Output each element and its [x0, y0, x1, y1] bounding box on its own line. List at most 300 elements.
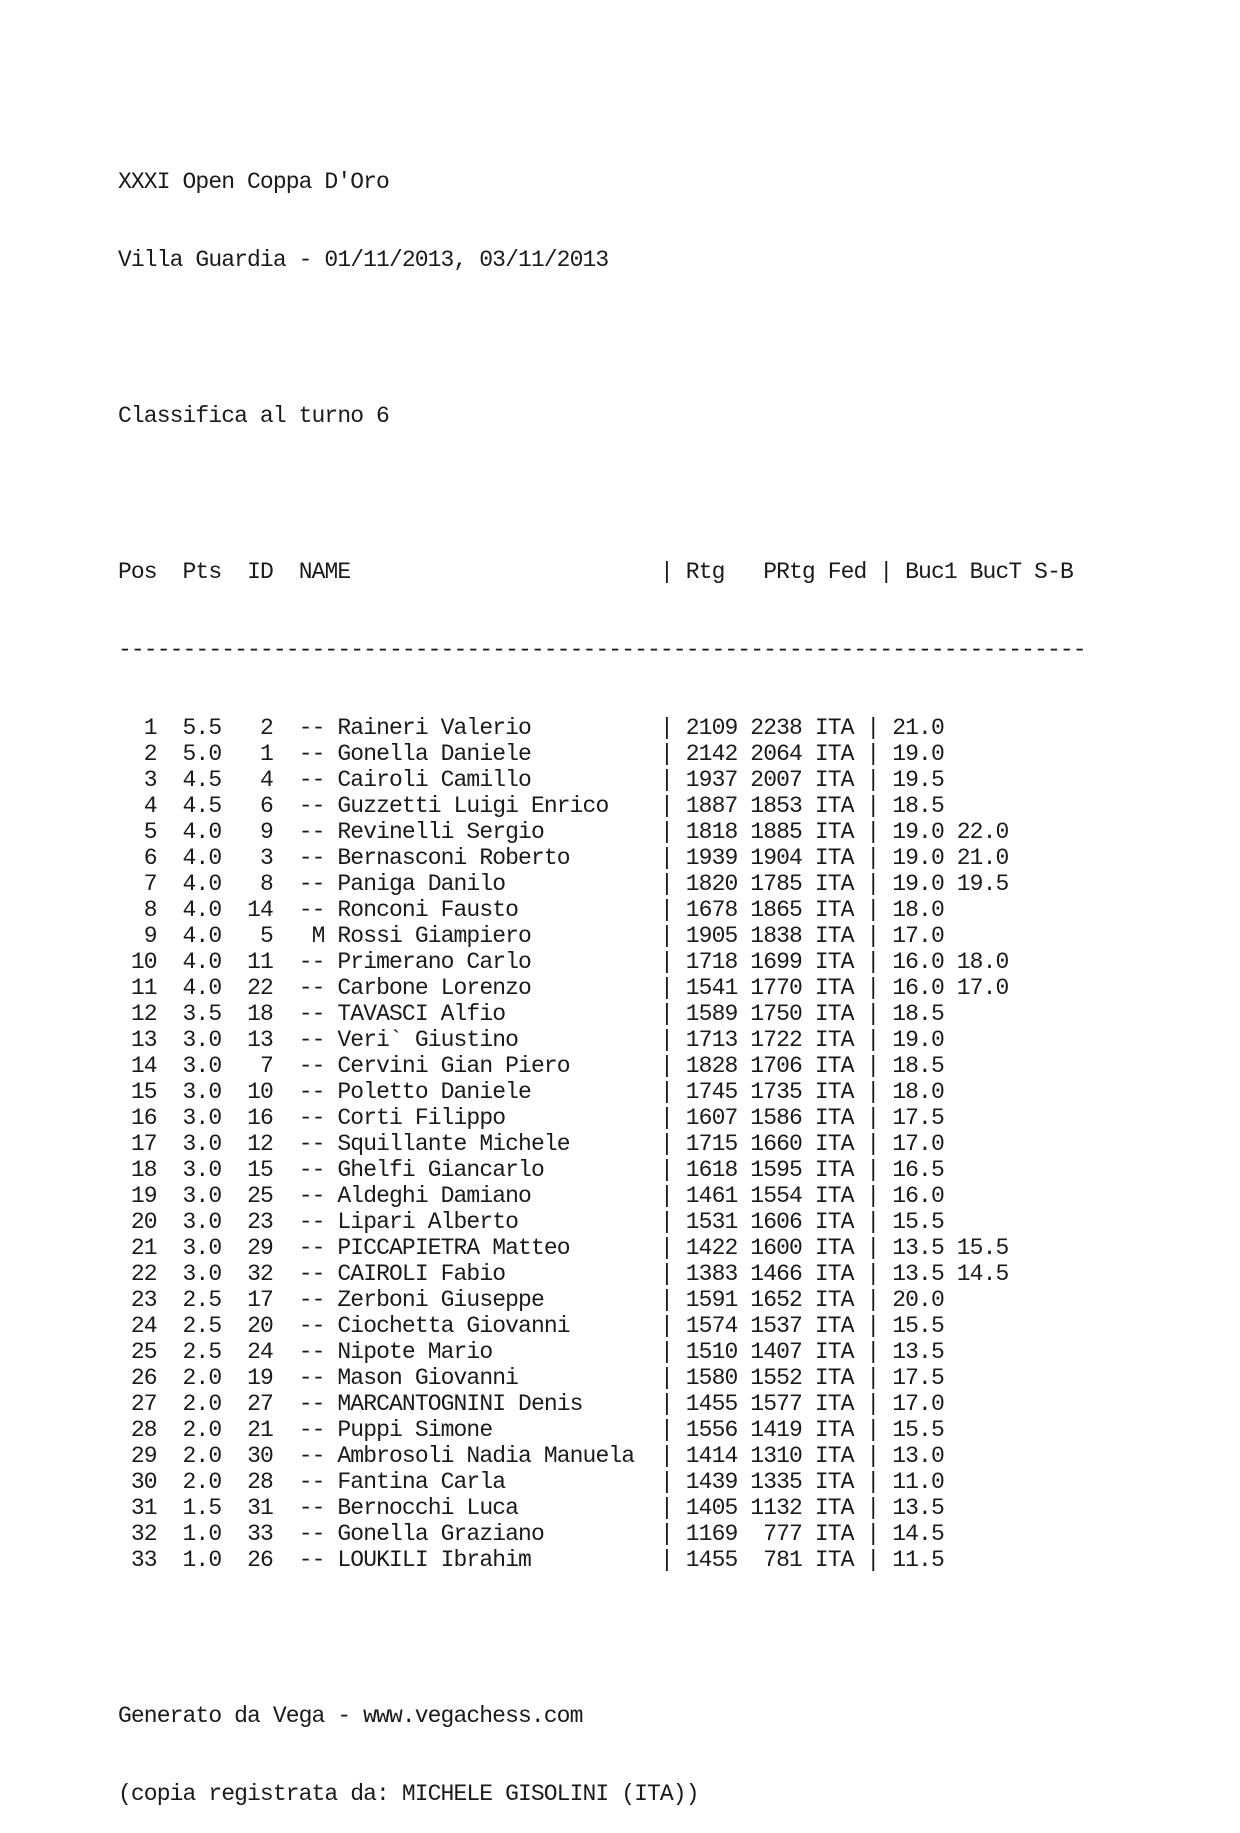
row-buc1: 16.0	[892, 949, 944, 975]
row-rtg: 1556	[685, 1417, 738, 1443]
column-gap	[325, 767, 338, 793]
column-gap	[273, 767, 299, 793]
row-title: --	[298, 1131, 325, 1157]
column-gap	[273, 1079, 299, 1105]
row-rtg: 1939	[685, 845, 738, 871]
column-gap	[221, 1365, 247, 1391]
row-id: 5	[247, 923, 273, 949]
table-row	[118, 819, 1086, 845]
table-row	[118, 767, 1086, 793]
column-gap	[737, 949, 750, 975]
row-fed: ITA	[814, 1469, 854, 1495]
row-buc1: 17.0	[892, 1391, 944, 1417]
column-gap	[157, 1287, 183, 1313]
row-prtg: 1660	[750, 1131, 802, 1157]
row-name: Corti Filippo	[337, 1105, 660, 1131]
column-gap	[157, 975, 183, 1001]
row-name: LOUKILI Ibrahim	[337, 1547, 660, 1573]
row-fed: ITA	[814, 1339, 854, 1365]
row-pts: 3.0	[182, 1157, 222, 1183]
table-row	[118, 897, 1086, 923]
row-buct: 21.0	[956, 845, 1009, 871]
column-gap	[325, 1209, 338, 1235]
row-buc1: 11.5	[892, 1547, 944, 1573]
row-fed: ITA	[814, 1131, 854, 1157]
row-pos: 33	[118, 1547, 157, 1573]
col-header-name: NAME	[298, 559, 660, 585]
row-title: --	[298, 1105, 325, 1131]
column-gap: |	[659, 871, 686, 897]
column-gap	[221, 1469, 247, 1495]
row-prtg: 1770	[750, 975, 802, 1001]
column-gap	[157, 1027, 183, 1053]
row-pts: 2.0	[182, 1443, 222, 1469]
row-title: --	[298, 767, 325, 793]
row-pos: 18	[118, 1157, 157, 1183]
table-row	[118, 1339, 1086, 1365]
row-prtg: 1904	[750, 845, 802, 871]
standings-document	[118, 117, 1086, 1833]
column-gap	[221, 949, 247, 975]
column-gap	[802, 1521, 815, 1547]
row-rtg: 1713	[685, 1027, 738, 1053]
column-gap: |	[659, 1183, 686, 1209]
row-pos: 21	[118, 1235, 157, 1261]
row-name: TAVASCI Alfio	[337, 1001, 660, 1027]
row-prtg: 1577	[750, 1391, 802, 1417]
column-gap: |	[659, 1339, 686, 1365]
column-gap	[273, 1131, 299, 1157]
row-rtg: 1455	[685, 1391, 738, 1417]
row-title: --	[298, 793, 325, 819]
row-rtg: 1439	[685, 1469, 738, 1495]
row-id: 32	[247, 1261, 273, 1287]
column-gap	[737, 1521, 750, 1547]
column-gap	[221, 767, 247, 793]
col-header-id: ID	[247, 559, 273, 585]
column-gap	[325, 871, 338, 897]
column-gap	[944, 975, 957, 1001]
row-pts: 3.5	[182, 1001, 222, 1027]
column-gap: |	[853, 1495, 893, 1521]
row-pos: 8	[118, 897, 157, 923]
row-prtg: 1735	[750, 1079, 802, 1105]
column-gap	[221, 1547, 247, 1573]
column-gap	[221, 1339, 247, 1365]
column-gap: |	[659, 1287, 686, 1313]
row-pos: 14	[118, 1053, 157, 1079]
row-fed: ITA	[814, 1209, 854, 1235]
row-buc1: 16.5	[892, 1157, 944, 1183]
column-gap	[325, 1287, 338, 1313]
row-pts: 2.5	[182, 1287, 222, 1313]
column-gap: |	[659, 1105, 686, 1131]
column-gap: |	[853, 897, 893, 923]
column-gap	[737, 1261, 750, 1287]
column-gap	[273, 1469, 299, 1495]
column-gap	[802, 1391, 815, 1417]
table-row	[118, 1521, 1086, 1547]
row-pts: 3.0	[182, 1235, 222, 1261]
column-gap: |	[853, 793, 893, 819]
column-gap: |	[853, 741, 893, 767]
row-fed: ITA	[814, 897, 854, 923]
column-gap: |	[853, 1027, 893, 1053]
column-gap: |	[853, 923, 893, 949]
column-gap: |	[853, 845, 893, 871]
column-gap: |	[659, 845, 686, 871]
row-fed: ITA	[814, 793, 854, 819]
table-row	[118, 845, 1086, 871]
column-gap: |	[853, 949, 893, 975]
column-gap	[325, 845, 338, 871]
column-gap	[273, 1547, 299, 1573]
column-gap: |	[853, 1339, 893, 1365]
column-gap	[802, 1027, 815, 1053]
row-prtg: 1652	[750, 1287, 802, 1313]
column-gap	[157, 559, 183, 585]
row-pos: 11	[118, 975, 157, 1001]
table-row	[118, 1183, 1086, 1209]
row-title: --	[298, 1079, 325, 1105]
row-name: Aldeghi Damiano	[337, 1183, 660, 1209]
column-gap	[221, 1131, 247, 1157]
column-gap	[273, 1235, 299, 1261]
row-buc1: 16.0	[892, 975, 944, 1001]
row-prtg: 1853	[750, 793, 802, 819]
column-gap	[737, 1365, 750, 1391]
row-rtg: 1541	[685, 975, 738, 1001]
row-title: --	[298, 1183, 325, 1209]
row-pos: 23	[118, 1287, 157, 1313]
row-pts: 4.5	[182, 767, 222, 793]
column-gap	[157, 1365, 183, 1391]
row-name: Raineri Valerio	[337, 715, 660, 741]
column-gap: |	[659, 1547, 686, 1573]
col-header-pts: Pts	[182, 559, 222, 585]
row-id: 12	[247, 1131, 273, 1157]
table-row	[118, 1417, 1086, 1443]
column-gap	[802, 767, 815, 793]
column-gap	[325, 1313, 338, 1339]
column-gap	[221, 923, 247, 949]
column-gap	[737, 1027, 750, 1053]
row-rtg: 1574	[685, 1313, 738, 1339]
column-gap: |	[853, 1053, 893, 1079]
column-gap	[944, 845, 957, 871]
column-gap: |	[659, 741, 686, 767]
row-title: --	[298, 1209, 325, 1235]
row-prtg: 1466	[750, 1261, 802, 1287]
column-gap: |	[853, 1105, 893, 1131]
row-name: Rossi Giampiero	[337, 923, 660, 949]
column-gap	[221, 1391, 247, 1417]
column-gap	[737, 1209, 750, 1235]
row-buc1: 15.5	[892, 1313, 944, 1339]
column-gap	[325, 1079, 338, 1105]
col-header-rtg: Rtg	[685, 559, 738, 585]
row-buc1: 17.0	[892, 1131, 944, 1157]
table-row	[118, 1235, 1086, 1261]
table-row	[118, 1391, 1086, 1417]
table-row	[118, 923, 1086, 949]
column-gap	[157, 1235, 183, 1261]
column-gap	[157, 793, 183, 819]
row-title: --	[298, 871, 325, 897]
column-gap	[802, 1495, 815, 1521]
row-fed: ITA	[814, 1053, 854, 1079]
row-prtg: 1419	[750, 1417, 802, 1443]
row-pos: 29	[118, 1443, 157, 1469]
row-buc1: 19.0	[892, 845, 944, 871]
tournament-venue-dates: Villa Guardia - 01/11/2013, 03/11/2013	[118, 247, 609, 273]
column-gap	[273, 1261, 299, 1287]
row-prtg: 1335	[750, 1469, 802, 1495]
row-rtg: 1607	[685, 1105, 738, 1131]
row-pts: 2.5	[182, 1339, 222, 1365]
row-prtg: 1722	[750, 1027, 802, 1053]
column-gap	[737, 1053, 750, 1079]
column-gap	[737, 1495, 750, 1521]
column-gap: |	[659, 1209, 686, 1235]
row-name: Mason Giovanni	[337, 1365, 660, 1391]
row-title: --	[298, 1391, 325, 1417]
row-prtg: 1586	[750, 1105, 802, 1131]
row-prtg: 1750	[750, 1001, 802, 1027]
column-gap	[802, 793, 815, 819]
row-name: Ciochetta Giovanni	[337, 1313, 660, 1339]
column-gap	[737, 793, 750, 819]
row-pts: 3.0	[182, 1131, 222, 1157]
column-gap: |	[659, 1131, 686, 1157]
row-rtg: 1414	[685, 1443, 738, 1469]
column-gap	[273, 1495, 299, 1521]
row-name: Bernocchi Luca	[337, 1495, 660, 1521]
row-prtg: 1537	[750, 1313, 802, 1339]
row-title: --	[298, 1287, 325, 1313]
row-fed: ITA	[814, 1495, 854, 1521]
row-prtg: 1699	[750, 949, 802, 975]
row-rtg: 1580	[685, 1365, 738, 1391]
row-fed: ITA	[814, 949, 854, 975]
column-gap	[157, 845, 183, 871]
column-gap	[737, 1443, 750, 1469]
row-rtg: 1422	[685, 1235, 738, 1261]
row-rtg: 1455	[685, 1547, 738, 1573]
row-id: 10	[247, 1079, 273, 1105]
row-buc1: 18.0	[892, 1079, 944, 1105]
column-gap	[221, 1313, 247, 1339]
row-id: 26	[247, 1547, 273, 1573]
row-title: --	[298, 1417, 325, 1443]
row-id: 33	[247, 1521, 273, 1547]
column-gap	[157, 1053, 183, 1079]
column-gap: |	[853, 1443, 893, 1469]
column-gap: |	[853, 1235, 893, 1261]
row-buc1: 21.0	[892, 715, 944, 741]
row-name: Cervini Gian Piero	[337, 1053, 660, 1079]
table-row	[118, 1105, 1086, 1131]
table-row	[118, 715, 1086, 741]
column-gap	[802, 1209, 815, 1235]
row-buc1: 17.5	[892, 1105, 944, 1131]
column-gap: |	[853, 1287, 893, 1313]
column-gap	[737, 559, 763, 585]
row-buc1: 18.5	[892, 793, 944, 819]
column-gap	[325, 1469, 338, 1495]
column-gap	[221, 1183, 247, 1209]
column-gap: |	[866, 559, 906, 585]
column-gap	[802, 819, 815, 845]
column-gap	[1021, 559, 1034, 585]
column-gap	[157, 1105, 183, 1131]
row-pts: 2.0	[182, 1391, 222, 1417]
row-pos: 32	[118, 1521, 157, 1547]
table-row	[118, 1547, 1086, 1573]
row-pos: 13	[118, 1027, 157, 1053]
spacer	[118, 1625, 1086, 1651]
row-rtg: 1461	[685, 1183, 738, 1209]
row-title: --	[298, 1547, 325, 1573]
row-pts: 2.0	[182, 1417, 222, 1443]
column-gap	[802, 1339, 815, 1365]
column-gap	[157, 1495, 183, 1521]
row-id: 6	[247, 793, 273, 819]
column-gap: |	[659, 1053, 686, 1079]
column-gap	[221, 1261, 247, 1287]
column-gap	[273, 793, 299, 819]
table-row	[118, 1261, 1086, 1287]
row-title: M	[298, 923, 325, 949]
column-gap	[221, 1287, 247, 1313]
column-gap: |	[853, 819, 893, 845]
row-buc1: 16.0	[892, 1183, 944, 1209]
column-gap: |	[853, 1183, 893, 1209]
column-gap	[157, 1339, 183, 1365]
row-pts: 3.0	[182, 1053, 222, 1079]
column-gap: |	[853, 975, 893, 1001]
row-pos: 20	[118, 1209, 157, 1235]
row-id: 3	[247, 845, 273, 871]
column-gap	[273, 1001, 299, 1027]
row-pos: 6	[118, 845, 157, 871]
column-gap	[737, 1339, 750, 1365]
row-rtg: 1715	[685, 1131, 738, 1157]
row-name: Guzzetti Luigi Enrico	[337, 793, 660, 819]
row-buc1: 13.5	[892, 1261, 944, 1287]
row-buc1: 19.0	[892, 1027, 944, 1053]
row-rtg: 1828	[685, 1053, 738, 1079]
row-rtg: 1678	[685, 897, 738, 923]
row-fed: ITA	[814, 1313, 854, 1339]
row-rtg: 1820	[685, 871, 738, 897]
column-gap	[325, 975, 338, 1001]
column-gap: |	[659, 1001, 686, 1027]
row-pts: 1.0	[182, 1521, 222, 1547]
row-title: --	[298, 715, 325, 741]
row-title: --	[298, 1313, 325, 1339]
column-gap	[957, 559, 970, 585]
column-gap	[944, 1235, 957, 1261]
row-title: --	[298, 949, 325, 975]
row-rtg: 1383	[685, 1261, 738, 1287]
column-gap	[737, 923, 750, 949]
row-fed: ITA	[814, 1235, 854, 1261]
column-gap	[221, 715, 247, 741]
row-name: Fantina Carla	[337, 1469, 660, 1495]
column-gap	[802, 923, 815, 949]
column-gap	[157, 767, 183, 793]
row-id: 17	[247, 1287, 273, 1313]
column-gap	[737, 975, 750, 1001]
table-row	[118, 1443, 1086, 1469]
column-gap	[325, 1261, 338, 1287]
column-gap	[325, 1495, 338, 1521]
column-gap	[273, 1157, 299, 1183]
column-gap	[221, 793, 247, 819]
row-id: 15	[247, 1157, 273, 1183]
table-row	[118, 949, 1086, 975]
row-title: --	[298, 1157, 325, 1183]
row-prtg: 2007	[750, 767, 802, 793]
row-prtg: 777	[750, 1521, 802, 1547]
column-gap: |	[659, 1495, 686, 1521]
row-name: PICCAPIETRA Matteo	[337, 1235, 660, 1261]
row-fed: ITA	[814, 1261, 854, 1287]
column-gap	[325, 715, 338, 741]
row-rtg: 1887	[685, 793, 738, 819]
column-gap	[221, 1079, 247, 1105]
row-buc1: 13.5	[892, 1339, 944, 1365]
column-gap	[802, 1313, 815, 1339]
row-prtg: 1595	[750, 1157, 802, 1183]
row-pts: 4.0	[182, 871, 222, 897]
row-rtg: 1531	[685, 1209, 738, 1235]
column-gap	[802, 1261, 815, 1287]
table-row	[118, 1495, 1086, 1521]
column-gap	[325, 1001, 338, 1027]
column-gap	[273, 1339, 299, 1365]
table-row	[118, 1209, 1086, 1235]
row-rtg: 1169	[685, 1521, 738, 1547]
row-title: --	[298, 819, 325, 845]
table-row	[118, 1157, 1086, 1183]
row-buc1: 19.0	[892, 741, 944, 767]
column-gap	[802, 715, 815, 741]
column-gap: |	[853, 1131, 893, 1157]
row-name: Revinelli Sergio	[337, 819, 660, 845]
row-pts: 4.5	[182, 793, 222, 819]
row-id: 21	[247, 1417, 273, 1443]
column-gap: |	[659, 1027, 686, 1053]
column-gap	[802, 897, 815, 923]
table-separator: ---------------------------------------------------------------------------	[118, 637, 1086, 663]
column-gap: |	[659, 793, 686, 819]
row-title: --	[298, 741, 325, 767]
column-gap: |	[853, 1417, 893, 1443]
row-buc1: 18.0	[892, 897, 944, 923]
column-gap: |	[853, 1209, 893, 1235]
column-gap	[737, 1417, 750, 1443]
column-gap	[273, 1521, 299, 1547]
column-gap	[221, 1001, 247, 1027]
row-buc1: 17.5	[892, 1365, 944, 1391]
column-gap	[273, 1313, 299, 1339]
column-gap	[157, 949, 183, 975]
row-pts: 4.0	[182, 949, 222, 975]
row-pts: 4.0	[182, 819, 222, 845]
row-rtg: 1745	[685, 1079, 738, 1105]
